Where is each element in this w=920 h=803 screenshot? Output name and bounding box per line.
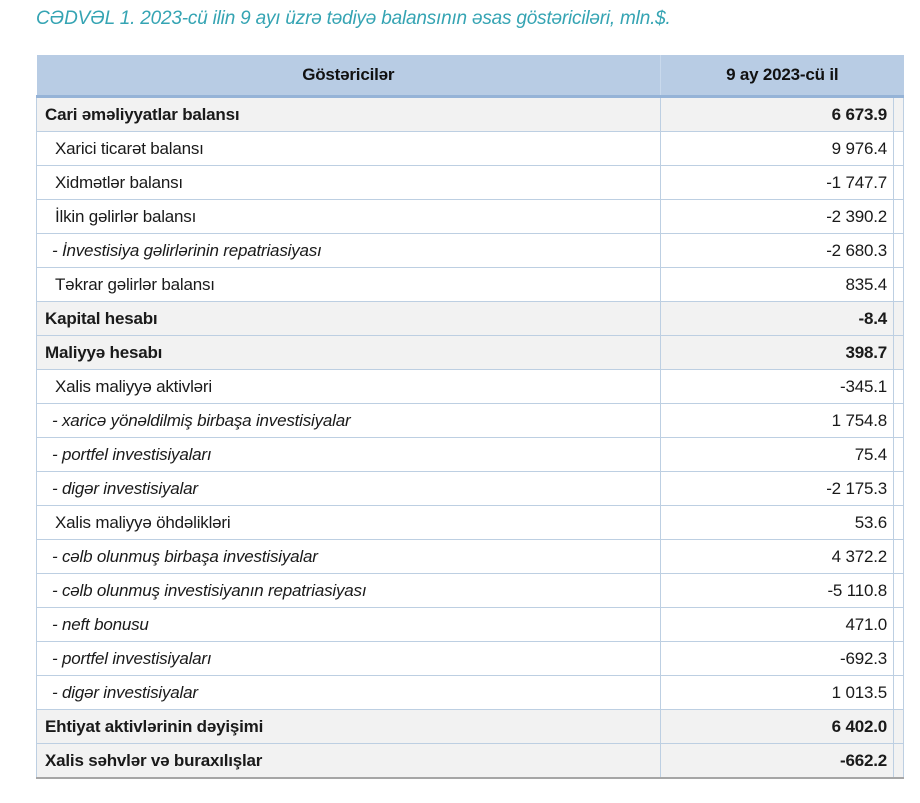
row-value: 471.0 [661, 608, 894, 642]
table-row [37, 676, 904, 710]
row-spacer-cell [894, 132, 904, 166]
table-body [37, 97, 904, 779]
row-spacer-cell [894, 710, 904, 744]
row-label: İlkin gəlirlər balansı [37, 200, 661, 234]
row-value: 1 754.8 [661, 404, 894, 438]
row-label: - portfel investisiyaları [37, 642, 661, 676]
row-value: 9 976.4 [661, 132, 894, 166]
row-label: Təkrar gəlirlər balansı [37, 268, 661, 302]
row-label: Xalis maliyyə öhdəlikləri [37, 506, 661, 540]
row-label: Maliyyə hesabı [37, 336, 661, 370]
row-value: -2 175.3 [661, 472, 894, 506]
row-label: - digər investisiyalar [37, 676, 661, 710]
row-label: Xidmətlər balansı [37, 166, 661, 200]
table-row [37, 574, 904, 608]
table-row [37, 234, 904, 268]
row-spacer-cell [894, 438, 904, 472]
balance-table-container [36, 55, 903, 779]
row-value: -692.3 [661, 642, 894, 676]
row-value: -5 110.8 [661, 574, 894, 608]
row-value: 53.6 [661, 506, 894, 540]
row-spacer-cell [894, 744, 904, 779]
row-label: - cəlb olunmuş birbaşa investisiyalar [37, 540, 661, 574]
row-spacer-cell [894, 302, 904, 336]
row-label: Xalis maliyyə aktivləri [37, 370, 661, 404]
table-row [37, 97, 904, 132]
row-spacer-cell [894, 574, 904, 608]
row-spacer-cell [894, 97, 904, 132]
row-value: 398.7 [661, 336, 894, 370]
row-spacer-cell [894, 336, 904, 370]
row-value: -2 390.2 [661, 200, 894, 234]
row-spacer-cell [894, 404, 904, 438]
row-spacer-cell [894, 506, 904, 540]
row-label: Ehtiyat aktivlərinin dəyişimi [37, 710, 661, 744]
row-value: -662.2 [661, 744, 894, 779]
table-header-row [37, 55, 904, 97]
row-spacer-cell [894, 642, 904, 676]
table-row [37, 200, 904, 234]
table-header [37, 55, 904, 97]
table-row [37, 132, 904, 166]
row-value: 1 013.5 [661, 676, 894, 710]
table-row [37, 744, 904, 779]
row-value: -2 680.3 [661, 234, 894, 268]
row-label: Xalis səhvlər və buraxılışlar [37, 744, 661, 779]
table-row [37, 710, 904, 744]
row-value: 6 673.9 [661, 97, 894, 132]
row-label: Xarici ticarət balansı [37, 132, 661, 166]
table-row [37, 642, 904, 676]
row-spacer-cell [894, 268, 904, 302]
row-label: - İnvestisiya gəlirlərinin repatriasiyası [37, 234, 661, 268]
row-value: 4 372.2 [661, 540, 894, 574]
column-header-period: 9 ay 2023-cü il [661, 55, 904, 97]
row-value: 75.4 [661, 438, 894, 472]
row-value: -1 747.7 [661, 166, 894, 200]
table-row [37, 472, 904, 506]
row-spacer-cell [894, 370, 904, 404]
page-title: CƏDVƏL 1. 2023-cü ilin 9 ayı üzrə tədiyə balansının əsas göstəriciləri, mln.$. [36, 8, 671, 29]
table-row [37, 404, 904, 438]
row-label: - digər investisiyalar [37, 472, 661, 506]
row-spacer-cell [894, 472, 904, 506]
row-spacer-cell [894, 676, 904, 710]
table-row [37, 336, 904, 370]
row-value: 6 402.0 [661, 710, 894, 744]
row-spacer-cell [894, 608, 904, 642]
row-spacer-cell [894, 166, 904, 200]
row-spacer-cell [894, 200, 904, 234]
row-label: - neft bonusu [37, 608, 661, 642]
balance-table [36, 55, 904, 779]
row-value: -8.4 [661, 302, 894, 336]
table-row [37, 268, 904, 302]
table-row [37, 608, 904, 642]
table-row [37, 302, 904, 336]
row-label: - portfel investisiyaları [37, 438, 661, 472]
table-row [37, 370, 904, 404]
row-label: - cəlb olunmuş investisiyanın repatriasiyası [37, 574, 661, 608]
row-spacer-cell [894, 234, 904, 268]
row-label: Kapital hesabı [37, 302, 661, 336]
table-row [37, 166, 904, 200]
table-row [37, 540, 904, 574]
row-value: 835.4 [661, 268, 894, 302]
table-row [37, 438, 904, 472]
table-row [37, 506, 904, 540]
row-label: - xaricə yönəldilmiş birbaşa investisiyalar [37, 404, 661, 438]
column-header-indicators: Göstəricilər [37, 55, 661, 97]
row-value: -345.1 [661, 370, 894, 404]
row-spacer-cell [894, 540, 904, 574]
row-label: Cari əməliyyatlar balansı [37, 97, 661, 132]
